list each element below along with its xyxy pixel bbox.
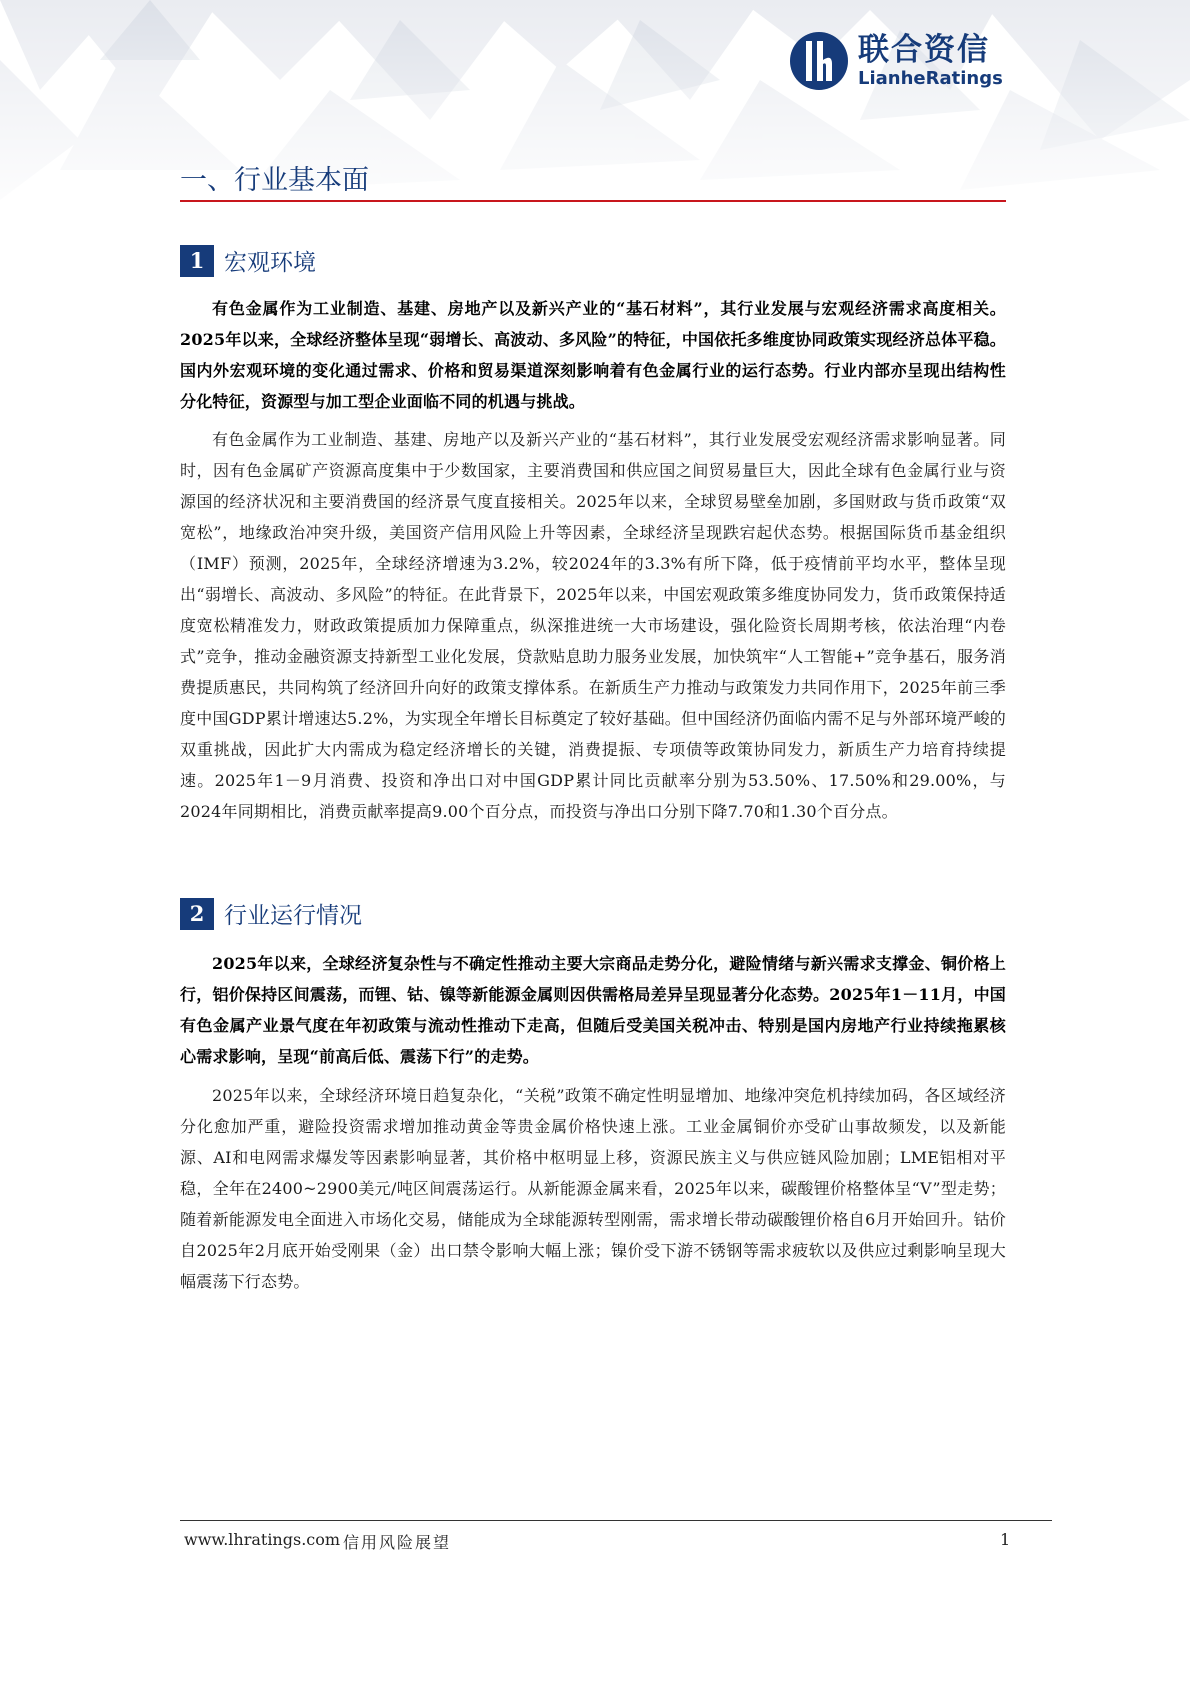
- section-2-body: 2025年以来，全球经济环境日趋复杂化，“关税”政策不确定性明显增加、地缘冲突危机持续加码，各区域经济分化愈加严重，避险投资需求增加推动黄金等贵金属价格快速上涨。工业金属铜价亦受矿山事故频发，以及新能源、AI和电网需求爆发等因素影响显著，其价格中枢明显上移，资源民族主义与供应链风险加剧；LME铝相对平稳，全年在2400~2900美元/吨区间震荡运行。从新能源金属来看，2025年以来，碳酸锂价格整体呈“V”型走势；随着新能源发电全面进入市场化交易，储能成为全球能源转型刚需，需求增长带动碳酸锂价格自6月开始回升。钴价自2025年2月底开始受刚果（金）出口禁令影响大幅上涨；镍价受下游不锈钢等需求疲软以及供应过剩影响呈现大幅震荡下行态势。: [180, 1086, 1006, 1291]
- footer-page-number: 1: [1000, 1530, 1011, 1549]
- lianhe-logo-icon: [788, 30, 850, 92]
- section-1-body: 有色金属作为工业制造、基建、房地产以及新兴产业的“基石材料”，其行业发展受宏观经济需求影响显著。同时，因有色金属矿产资源高度集中于少数国家，主要消费国和供应国之间贸易量巨大，因此全球有色金属行业与资源国的经济状况和主要消费国的经济景气度直接相关。2025年以来，全球贸易壁垒加剧，多国财政与货币政策“双宽松”，地缘政治冲突升级，美国资产信用风险上升等因素，全球经济呈现跌宕起伏态势。根据国际货币基金组织（IMF）预测，2025年，全球经济增速为3.2%，较2024年的3.3%有所下降，低于疫情前平均水平，整体呈现出“弱增长、高波动、多风险”的特征。在此背景下，2025年以来，中国宏观政策多维度协同发力，货币政策保持适度宽松精准发力，财政政策提质加力保障重点，纵深推进统一大市场建设，强化险资长周期考核，依法治理“内卷式”竞争，推动金融资源支持新型工业化发展，贷款贴息助力服务业发展，加快筑牢“人工智能+”竞争基石，服务消费提质惠民，共同构筑了经济回升向好的政策支撑体系。在新质生产力推动与政策发力共同作用下，2025年前三季度中国GDP累计增速达5.2%，为实现全年增长目标奠定了较好基础。但中国经济仍面临内需不足与外部环境严峻的双重挑战，因此扩大内需成为稳定经济增长的关键，消费提振、专项债等政策协同发力，新质生产力培育持续提速。2025年1－9月消费、投资和净出口对中国GDP累计同比贡献率分别为53.50%、17.50%和29.00%，与2024年同期相比，消费贡献率提高9.00个百分点，而投资与净出口分别下降7.70和1.30个百分点。: [180, 430, 1006, 821]
- section-2-title: 行业运行情况: [224, 903, 362, 929]
- section-1-heading: [180, 244, 316, 277]
- section-2-number-badge: 2: [180, 898, 214, 930]
- header-background-pattern: [0, 0, 1190, 230]
- chapter-title: 一、行业基本面: [180, 165, 369, 196]
- chapter-divider: [180, 200, 1006, 202]
- section-1-number-badge: 1: [180, 245, 214, 277]
- footer-url-link[interactable]: www.lhratings.com: [184, 1530, 341, 1549]
- footer-divider: [180, 1520, 1052, 1521]
- section-2-summary: 2025年以来，全球经济复杂性与不确定性推动主要大宗商品走势分化，避险情绪与新兴需求支撑金、铜价格上行，铝价保持区间震荡，而锂、钴、镍等新能源金属则因供需格局差异呈现显著分化态势。2025年1－11月，中国有色金属产业景气度在年初政策与流动性推动下走高，但随后受美国关税冲击、特别是国内房地产行业持续拖累核心需求影响，呈现“前高后低、震荡下行”的走势。: [180, 954, 1006, 1066]
- brand-name-cn: 联合资信: [858, 32, 990, 68]
- section-2-heading: [180, 897, 362, 930]
- brand-name-en: LianheRatings: [858, 68, 1003, 89]
- section-1-summary: 有色金属作为工业制造、基建、房地产以及新兴产业的“基石材料”，其行业发展与宏观经济需求高度相关。2025年以来，全球经济整体呈现“弱增长、高波动、多风险”的特征，中国依托多维度协同政策实现经济总体平稳。国内外宏观环境的变化通过需求、价格和贸易渠道深刻影响着有色金属行业的运行态势。行业内部亦呈现出结构性分化特征，资源型与加工型企业面临不同的机遇与挑战。: [180, 299, 1006, 411]
- brand-logo: [788, 30, 1003, 92]
- footer-publication-name: 信用风险展望: [343, 1533, 452, 1552]
- section-1-title: 宏观环境: [224, 250, 316, 276]
